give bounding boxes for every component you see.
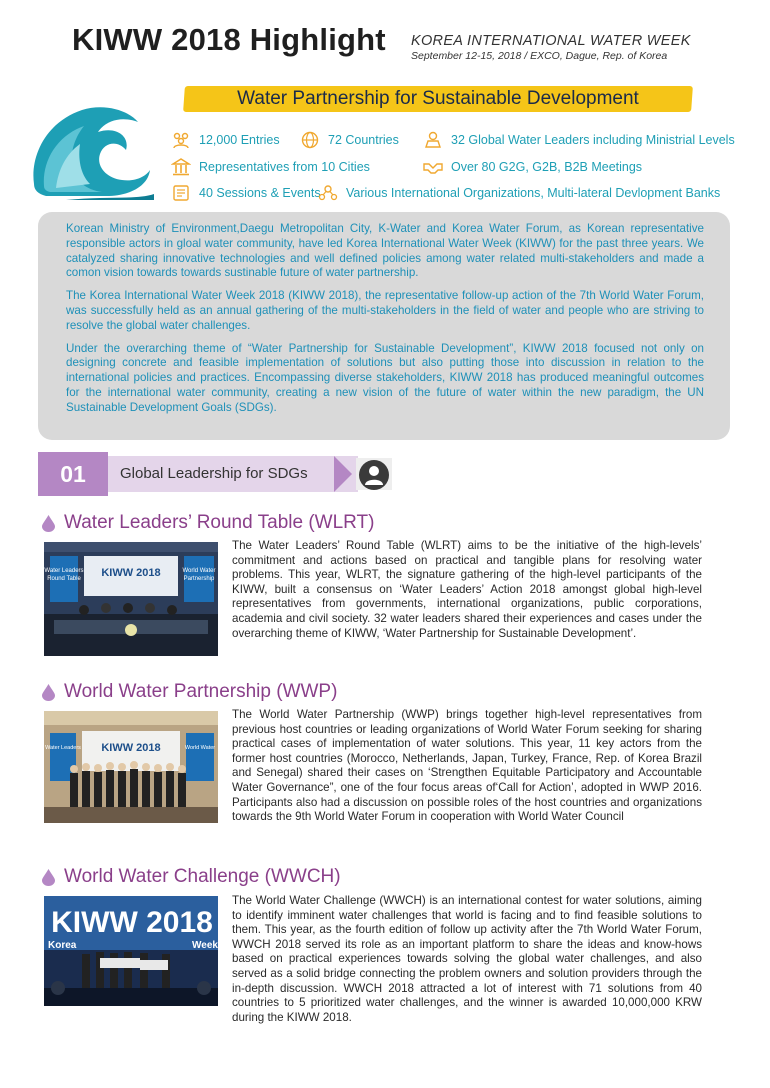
page-title: KIWW 2018 Highlight [72, 22, 386, 57]
water-drop-icon [42, 684, 55, 701]
event-heading-wlrt [42, 512, 374, 534]
theme-text: Water Partnership for Sustainable Development [237, 88, 639, 109]
intro-paragraph: Under the overarching theme of “Water Partnership for Sustainable Development”, KIWW 2018 focused not only on designing concrete and feasible implementation of solutions but also putting those into discussion in relation to the international policies and practices. Encompassing diverse stakeholders, KIWW 2018 has produced meaningful outcomes for the international water community, creating a new vision of the future of water within the new paradigm, the UN Sustainable Development Goals (SDGs). [66, 341, 704, 414]
photo-logo-text: KIWW 2018 [101, 567, 161, 579]
stat-text: 72 Countries [328, 133, 399, 147]
wwch-photo [44, 896, 218, 1006]
person-icon [359, 460, 389, 490]
organization-icon [318, 184, 338, 202]
photo-logo-text: KIWW 2018 [51, 906, 213, 939]
svg-text:Week: Week [192, 940, 218, 951]
event-heading-text: Water Leaders’ Round Table (WLRT) [64, 512, 375, 533]
event-subtitle [411, 33, 691, 62]
stat-countries [300, 131, 399, 149]
event-body-wwch: The World Water Challenge (WWCH) is an international contest for water solutions, aiming to identify imminent water challenges that world is facing and to find feasible solutions to them. This year, as the fourth edition of follow up activity after the 7th World Water Forum, WWCH 2018 served its role as an important platform to share the ideas and know-hows based on practical experiences towards solving the global water challenges, and also served as a solid bridge connecting the problem owners and solution providers through the in-depth discussion. WWCH 2018 attracted a lot of interest with 71 solutions from 40 countries to 5 prioritized water challenges, and the winner is awarded 10,000,000 KRW during the KIWW 2018. [232, 894, 702, 1024]
water-drop-icon [42, 869, 55, 886]
svg-text:World Water: World Water [184, 745, 216, 751]
event-body-wlrt: The Water Leaders’ Round Table (WLRT) aims to be the initiative of the high-levels’ commitment and actions based on practical and tangible plans for resolving water problems. This year, WLRT, the signature gathering of the high-level participants of the KIWW, built a consensus on ‘Water Leaders’ Action 2018 amongst global high-level representatives from governments, international organizations, public corporations, academia and civil society. 32 water leaders shared their experiences and cases under the overarching theme of KIWW, ‘Water Partnership for Sustainable Development’. [232, 539, 702, 640]
svg-text:Water Leaders: Water Leaders [45, 745, 81, 751]
photo-banner-text: Water Leaders [44, 568, 84, 574]
section-label: Global Leadership for SDGs [108, 456, 358, 492]
chevron-right-icon [334, 456, 352, 492]
stat-organizations [318, 184, 720, 202]
wlrt-photo [44, 542, 218, 656]
people-icon [171, 131, 191, 149]
stat-text: Various International Organizations, Multi-lateral Devlopment Banks [346, 186, 721, 200]
intro-paragraph: Korean Ministry of Environment,Daegu Metropolitan City, K-Water and Korea Water Forum, as Korean representative responsible actors in gloal water community, have led Korea International Water Week (KIWW) for the past three years. We catalyzed sharing innovative technologies and well defined policies among water related multi-stakeholders and made a comon vision towards towards sustinable future of water partnership. [66, 222, 704, 280]
event-name: KOREA INTERNATIONAL WATER WEEK [411, 33, 691, 49]
stat-meetings [423, 158, 642, 176]
section-header [38, 452, 398, 496]
wave-icon [26, 96, 154, 200]
event-heading-wwp [42, 681, 337, 703]
intro-paragraph: The Korea International Water Week 2018 (KIWW 2018), the representative follow-up action of the 7th World Water Forum, was successfully held as an annual gathering of the multi-stakeholders in the field of water and people who are striving to resolve the global water challenges. [66, 289, 704, 332]
document-icon [171, 184, 191, 202]
photo-logo-text: KIWW 2018 [101, 742, 161, 754]
building-icon [171, 158, 191, 176]
svg-text:World Water: World Water [182, 568, 216, 574]
leader-icon [423, 131, 443, 149]
event-heading-wwch [42, 866, 341, 888]
svg-text:Korea: Korea [48, 940, 77, 951]
section-number: 01 [38, 452, 108, 496]
stat-text: 40 Sessions & Events [199, 186, 321, 200]
stat-leaders [423, 131, 735, 149]
intro-box [38, 212, 730, 440]
wwp-photo [44, 711, 218, 823]
handshake-icon [423, 158, 443, 176]
event-heading-text: World Water Challenge (WWCH) [64, 866, 341, 887]
stat-entries [171, 131, 280, 149]
stat-text: Over 80 G2G, G2B, B2B Meetings [451, 160, 643, 174]
stat-text: 12,000 Entries [199, 133, 280, 147]
stat-cities [171, 158, 370, 176]
event-date-venue: September 12-15, 2018 / EXCO, Dague, Rep. of Korea [411, 50, 668, 62]
event-body-wwp: The World Water Partnership (WWP) brings together high-level representatives from previous host countries or leading organizations of World Water Forum seeking for sharing practical cases of implementation of water solutions. This year, 11 key actors from the former host countries (Morocco, Netherlands, Japan, Turkey, France, Rep. of Korea Brazil and Senegal) shared their cases on ‘Strengthen Equitable Participatory and Accountable Water Governance”, one of the four focus areas of‘Call for Action’, adopted in WWP 2016. Participants also had a discussion on possible roles of the host countries and organizations towards the 9th World Water Forum in cooperation with World Water Council [232, 708, 702, 824]
event-heading-text: World Water Partnership (WWP) [64, 681, 338, 702]
globe-icon [300, 131, 320, 149]
stat-text: Representatives from 10 Cities [199, 160, 370, 174]
stat-sessions [171, 184, 321, 202]
svg-text:Round Table: Round Table [47, 576, 81, 582]
svg-text:Partnership: Partnership [183, 576, 215, 582]
water-drop-icon [42, 515, 55, 532]
stat-text: 32 Global Water Leaders including Ministrial Levels [451, 133, 735, 147]
